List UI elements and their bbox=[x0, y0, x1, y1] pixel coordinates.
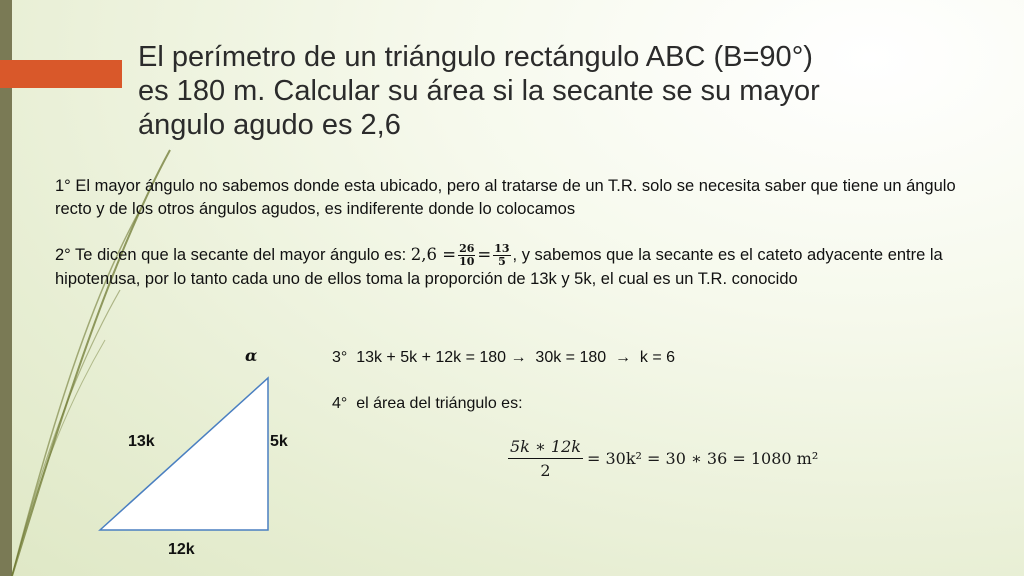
angle-alpha-label: α bbox=[245, 346, 258, 365]
step-4-text: 4° el área del triángulo es: bbox=[332, 395, 523, 412]
area-result: = 30k² = 30 ∗ 36 = 1080 m² bbox=[586, 449, 819, 468]
frac2-denominator: 5 bbox=[498, 255, 506, 269]
step-3-equation: 3° 13k + 5k + 12k = 180 → 30k = 180 → k = 6 bbox=[332, 349, 676, 366]
step-2-suffix: , y sabemos que la secante es el cateto adyacente entre la hipotenusa, por lo tanto cada uno de ellos toma la proporción de 13k y 5k, el cual es un T.R. conocido bbox=[55, 246, 943, 289]
hypotenuse-label: 13k bbox=[128, 433, 155, 450]
frac1-denominator: 10 bbox=[459, 255, 475, 269]
slide-title bbox=[138, 40, 1008, 142]
fraction-26-10 bbox=[458, 243, 475, 268]
title-line-2: es 180 m. Calcular su área si la secante se su mayor bbox=[138, 75, 820, 107]
fraction-13-5 bbox=[493, 243, 510, 268]
frac2-numerator: 13 bbox=[494, 242, 510, 256]
title-line-3: ángulo agudo es 2,6 bbox=[138, 109, 401, 141]
frac1-numerator: 26 bbox=[459, 242, 475, 256]
step-1-paragraph: 1° El mayor ángulo no sabemos donde esta ubicado, pero al tratarse de un T.R. solo se necesita saber que tiene un ángulo recto y de los otros ángulos agudos, es indiferente donde lo colocamos bbox=[55, 177, 956, 218]
right-triangle bbox=[95, 370, 305, 535]
secant-value: 2,6 = bbox=[410, 245, 457, 264]
step-2-paragraph bbox=[55, 243, 995, 291]
title-line-1: El perímetro de un triángulo rectángulo ABC (B=90°) bbox=[138, 41, 813, 73]
area-equation bbox=[508, 437, 818, 480]
area-denominator: 2 bbox=[540, 461, 551, 480]
area-fraction bbox=[508, 437, 583, 480]
equals-sign: = bbox=[477, 245, 492, 264]
vertical-leg-label: 5k bbox=[270, 433, 288, 450]
step-2-prefix: 2° Te dicen que la secante del mayor ángulo es: bbox=[55, 246, 411, 264]
base-label: 12k bbox=[168, 541, 195, 558]
area-numerator: 5k ∗ 12k bbox=[508, 437, 583, 459]
accent-tab bbox=[0, 60, 122, 88]
